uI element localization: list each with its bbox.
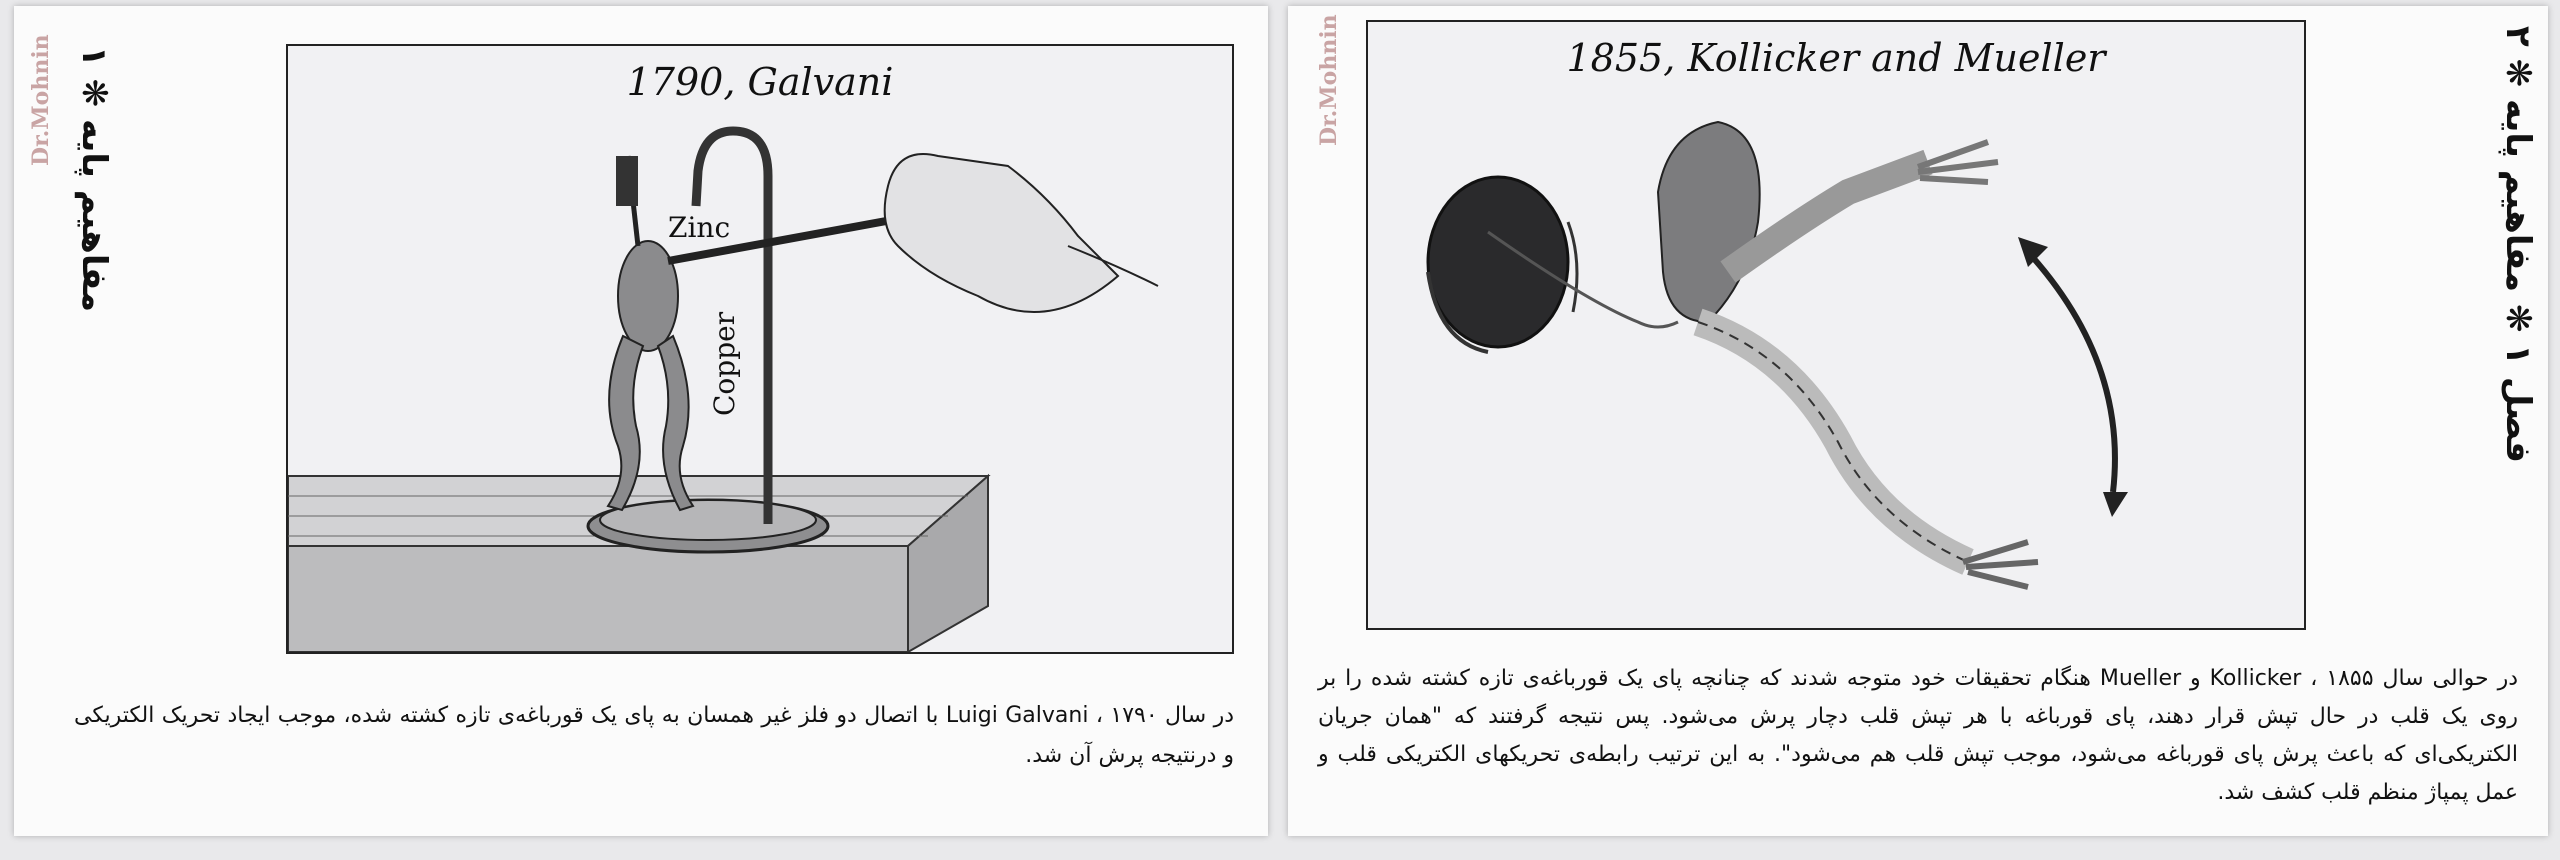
galvani-illustration	[288, 46, 1232, 652]
page-number: ۲	[2498, 26, 2538, 47]
caption: در سال ۱۷۹۰ ، Luigi Galvani با اتصال دو فلز غیر همسان به پای یک قورباغه‌ی تازه کشته شده، موجب ایجاد تحریک الکتریکی و درنتیجه پرش آن شد.	[74, 703, 1234, 768]
kollicker-illustration	[1368, 22, 2304, 628]
page-number: ۱	[74, 46, 114, 67]
figure-title: 1855, Kollicker and Mueller	[1566, 36, 2106, 80]
separator-icon: ❋	[74, 78, 114, 108]
caption: در حوالی سال ۱۸۵۵ ، Kollicker و Mueller هنگام تحقیقات خود متوجه شدند که چنانچه پای یک قورباغه‌ی تازه کشته شده را بر روی یک قلب در حال تپش قرار دهند، پای قورباغه با هر تپش قلب دچار پرش می‌شود. پس نتیجه گرفتند که "همان جریان الکتریکی‌ای که باعث پرش پای قورباغه می‌شود، موجب تپش قلب هم می‌شود". به این ترتیب رابطه‌ی تحریکهای الکتریکی قلب و عمل پمپاژ منظم قلب کشف شد.	[1318, 666, 2518, 805]
zinc-label: Zinc	[668, 211, 731, 244]
running-head-title: مفاهیم پایه	[74, 118, 114, 313]
watermark: Dr.Mohnin	[28, 34, 54, 166]
galvani-figure	[286, 44, 1234, 654]
running-head-title: فصل ۱ ❋ مفاهیم پایه	[2498, 98, 2538, 463]
running-head	[2498, 26, 2538, 463]
running-head	[74, 46, 114, 312]
left-page	[14, 6, 1268, 836]
kollicker-figure	[1366, 20, 2306, 630]
separator-icon: ❋	[2498, 58, 2538, 88]
watermark: Dr.Mohnin	[1316, 14, 1342, 146]
figure-title: 1790, Galvani	[626, 60, 894, 104]
right-page	[1288, 6, 2548, 836]
copper-label: Copper	[708, 311, 741, 416]
